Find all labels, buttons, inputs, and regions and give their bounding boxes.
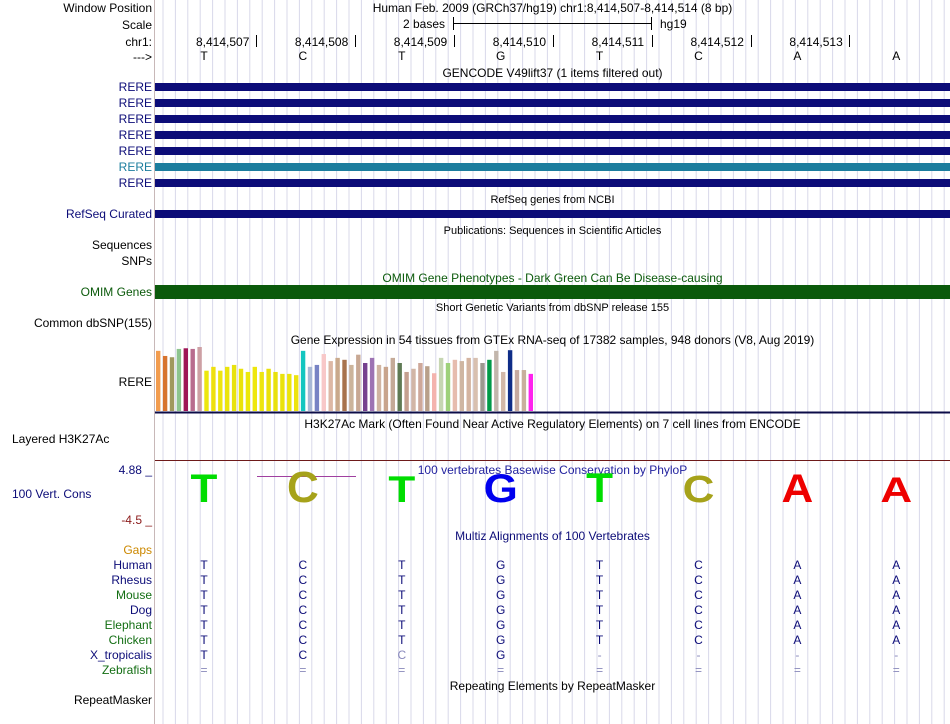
snps-track-label[interactable]: SNPs xyxy=(121,254,152,268)
reference-base: C xyxy=(298,49,308,63)
dbsnp-track-label[interactable]: Common dbSNP(155) xyxy=(33,316,152,330)
multiz-aligned-base: A xyxy=(892,603,901,617)
coordinate-tick xyxy=(849,35,850,47)
gencode-transcript-label[interactable]: RERE xyxy=(118,80,152,94)
gtex-tissue-bar xyxy=(308,367,312,411)
gtex-tissue-bar xyxy=(218,371,222,411)
reference-base: C xyxy=(694,49,703,63)
multiz-aligned-base: = xyxy=(497,663,505,677)
gtex-tissue-bar xyxy=(280,374,284,411)
multiz-aligned-base: G xyxy=(496,603,506,617)
multiz-gaps-label: Gaps xyxy=(123,543,152,557)
gencode-transcript-label[interactable]: RERE xyxy=(118,144,152,158)
multiz-aligned-base: A xyxy=(892,573,901,587)
multiz-aligned-base: G xyxy=(496,588,506,602)
phylop-base-letter: T xyxy=(190,470,218,511)
coordinate-tick xyxy=(553,35,554,47)
omim-track-title: OMIM Gene Phenotypes - Dark Green Can Be Disease-causing xyxy=(382,271,723,285)
gtex-tissue-bar xyxy=(322,354,326,411)
gtex-tissue-bar xyxy=(273,372,277,411)
gtex-tissue-bar xyxy=(508,350,512,411)
h3k27ac-track-label[interactable]: Layered H3K27Ac xyxy=(12,432,110,446)
multiz-aligned-base: A xyxy=(793,618,802,632)
phylop-base-letter: C xyxy=(682,470,715,511)
gtex-tissue-bar xyxy=(232,365,236,411)
chromosome-label: chr1: xyxy=(125,35,152,49)
multiz-aligned-base: T xyxy=(398,573,406,587)
multiz-aligned-base: A xyxy=(892,618,901,632)
gtex-track-label[interactable]: RERE xyxy=(118,375,152,389)
multiz-aligned-base: T xyxy=(200,633,208,647)
gtex-tissue-bar xyxy=(184,348,188,411)
scale-bar xyxy=(453,23,651,24)
gtex-tissue-bar xyxy=(460,361,464,411)
gtex-tissue-bar xyxy=(384,367,388,411)
gtex-tissue-bar xyxy=(177,349,181,411)
multiz-aligned-base: T xyxy=(595,558,604,572)
multiz-aligned-base: - xyxy=(894,648,899,662)
multiz-aligned-base: C xyxy=(298,558,308,572)
multiz-aligned-base: T xyxy=(200,573,208,587)
multiz-aligned-base: C xyxy=(298,648,308,662)
gtex-tissue-bar xyxy=(522,370,526,411)
gencode-transcript-bar[interactable] xyxy=(155,115,950,123)
multiz-aligned-base: A xyxy=(793,603,802,617)
phylop-min-label: -4.5 _ xyxy=(121,513,152,527)
gtex-tissue-bar xyxy=(467,358,471,411)
gencode-transcript-bar[interactable] xyxy=(155,179,950,187)
multiz-aligned-base: C xyxy=(298,603,308,617)
reference-base: T xyxy=(398,49,406,63)
gtex-tissue-bar xyxy=(266,369,270,411)
reference-base: A xyxy=(892,49,901,63)
gtex-tissue-bar xyxy=(335,358,339,411)
gtex-tissue-bar xyxy=(480,363,484,411)
gtex-tissue-bar xyxy=(425,366,429,411)
multiz-aligned-base: C xyxy=(298,573,308,587)
coordinate-tick xyxy=(256,35,257,47)
gtex-tissue-bar xyxy=(329,361,333,411)
h3k27ac-baseline xyxy=(155,460,950,461)
gtex-tissue-bar xyxy=(225,367,229,411)
gtex-tissue-bar xyxy=(391,358,395,411)
gtex-tissue-bar xyxy=(473,358,477,411)
gtex-expression-chart[interactable] xyxy=(155,347,950,415)
multiz-species-label[interactable]: Rhesus xyxy=(111,573,152,587)
scale-bar-left-tick xyxy=(453,17,454,30)
scale-assembly: hg19 xyxy=(660,17,687,31)
window-position-label: Window Position xyxy=(63,1,152,15)
gtex-tissue-bar xyxy=(156,351,160,411)
multiz-aligned-base: A xyxy=(793,558,802,572)
multiz-species-label[interactable]: Mouse xyxy=(115,588,152,602)
gencode-transcript-label[interactable]: RERE xyxy=(118,160,152,174)
phylop-track-label[interactable]: 100 Vert. Cons xyxy=(12,487,92,501)
multiz-track-title: Multiz Alignments of 100 Vertebrates xyxy=(455,529,650,543)
multiz-aligned-base: = xyxy=(892,663,900,677)
multiz-aligned-base: C xyxy=(694,558,703,572)
multiz-aligned-base: G xyxy=(496,633,506,647)
gtex-tissue-bar xyxy=(370,358,374,411)
multiz-aligned-base: G xyxy=(496,648,506,662)
multiz-aligned-base: T xyxy=(200,648,208,662)
multiz-aligned-base: T xyxy=(200,558,208,572)
gencode-transcript-label[interactable]: RERE xyxy=(118,112,152,126)
multiz-aligned-base: C xyxy=(694,603,703,617)
multiz-aligned-base: T xyxy=(200,588,208,602)
multiz-aligned-base: C xyxy=(298,618,308,632)
multiz-aligned-base: T xyxy=(398,603,406,617)
gencode-transcript-label[interactable]: RERE xyxy=(118,96,152,110)
phylop-logo[interactable] xyxy=(155,470,950,520)
coordinate-tick xyxy=(355,35,356,47)
omim-track-label[interactable]: OMIM Genes xyxy=(80,285,152,299)
multiz-species-label[interactable]: Zebrafish xyxy=(101,663,152,677)
multiz-aligned-base: = xyxy=(398,663,406,677)
gtex-tissue-bar xyxy=(294,375,298,411)
gtex-track-title: Gene Expression in 54 tissues from GTEx RNA-seq of 17382 samples, 948 donors (V8, Aug 2019) xyxy=(290,333,815,347)
gtex-tissue-bar xyxy=(494,351,498,411)
h3k27ac-track-title: H3K27Ac Mark (Often Found Near Active Regulatory Elements) on 7 cell lines from ENCODE xyxy=(304,417,801,431)
phylop-max-label: 4.88 _ xyxy=(118,463,152,477)
coordinate-label: 8,414,511 xyxy=(591,35,645,49)
multiz-aligned-base: T xyxy=(398,633,406,647)
gtex-tissue-bar xyxy=(487,360,491,411)
gtex-tissue-bar xyxy=(349,365,353,411)
multiz-aligned-base: T xyxy=(595,603,604,617)
gtex-tissue-bar xyxy=(260,372,264,411)
coordinate-tick xyxy=(454,35,455,47)
refseq-gene-bar[interactable] xyxy=(155,210,950,218)
gtex-tissue-bar xyxy=(204,371,208,411)
gencode-transcript-label[interactable]: RERE xyxy=(118,128,152,142)
gtex-tissue-bar xyxy=(439,358,443,411)
gencode-transcript-bar[interactable] xyxy=(155,83,950,91)
coordinate-label: 8,414,507 xyxy=(196,35,250,49)
multiz-species-label[interactable]: Dog xyxy=(129,603,152,617)
gtex-tissue-bar xyxy=(432,373,436,411)
scale-value: 2 bases xyxy=(403,17,446,31)
coordinate-label: 8,414,512 xyxy=(690,35,744,49)
multiz-aligned-base: = xyxy=(299,663,307,677)
gtex-tissue-bar xyxy=(515,370,519,411)
gtex-tissue-bar xyxy=(363,363,367,411)
multiz-aligned-base: G xyxy=(496,573,506,587)
phylop-base-letter: A xyxy=(880,471,913,510)
coordinate-label: 8,414,509 xyxy=(393,35,448,49)
refseq-track-title: RefSeq genes from NCBI xyxy=(490,194,615,206)
reference-base: A xyxy=(793,49,802,63)
phylop-track-title: 100 vertebrates Basewise Conservation by PhyloP xyxy=(417,463,688,477)
multiz-aligned-base: - xyxy=(795,648,800,662)
multiz-aligned-base: T xyxy=(595,618,604,632)
multiz-species-label[interactable]: Human xyxy=(113,558,152,572)
gencode-transcript-bar[interactable] xyxy=(155,147,950,155)
multiz-aligned-base: = xyxy=(200,663,208,677)
gencode-track-title: GENCODE V49lift37 (1 items filtered out) xyxy=(442,66,663,80)
coordinate-label: 8,414,508 xyxy=(294,35,349,49)
gtex-tissue-bar xyxy=(453,360,457,411)
repeatmasker-track-label[interactable]: RepeatMasker xyxy=(73,693,152,707)
reference-base: G xyxy=(496,49,506,63)
gtex-tissue-bar xyxy=(446,363,450,411)
multiz-aligned-base: T xyxy=(398,618,406,632)
multiz-aligned-base: T xyxy=(595,573,604,587)
multiz-aligned-base: C xyxy=(397,648,407,662)
gtex-tissue-bar xyxy=(398,363,402,411)
gtex-tissue-bar xyxy=(404,372,408,411)
gtex-tissue-bar xyxy=(287,374,291,411)
multiz-aligned-base: C xyxy=(298,633,308,647)
reference-base: T xyxy=(200,49,208,63)
coordinate-tick xyxy=(751,35,752,47)
gtex-tissue-bar xyxy=(170,357,174,411)
coordinate-label: 8,414,513 xyxy=(789,35,843,49)
window-position-value[interactable]: Human Feb. 2009 (GRCh37/hg19) chr1:8,414,507-8,414,514 (8 bp) xyxy=(372,1,733,15)
gencode-transcript-bar[interactable] xyxy=(155,163,950,171)
gtex-tissue-bar xyxy=(163,356,167,411)
gencode-transcript-bar[interactable] xyxy=(155,131,950,139)
publications-track-label[interactable]: Sequences xyxy=(91,238,152,252)
phylop-base-letter: T xyxy=(586,470,614,512)
multiz-aligned-base: T xyxy=(200,603,208,617)
dbsnp-track-title: Short Genetic Variants from dbSNP release 155 xyxy=(435,302,670,314)
multiz-aligned-base: = xyxy=(596,663,604,677)
multiz-aligned-base: T xyxy=(200,618,208,632)
multiz-aligned-base: = xyxy=(694,663,702,677)
multiz-species-label[interactable]: X_tropicalis xyxy=(89,648,152,662)
multiz-aligned-base: - xyxy=(696,648,701,662)
gtex-tissue-bar xyxy=(418,363,422,411)
gtex-tissue-bar xyxy=(501,372,505,411)
refseq-track-label[interactable]: RefSeq Curated xyxy=(65,207,152,221)
omim-gene-bar[interactable] xyxy=(155,285,950,299)
multiz-aligned-base: A xyxy=(892,558,901,572)
multiz-aligned-base: A xyxy=(793,633,802,647)
gtex-tissue-bar xyxy=(529,374,533,411)
multiz-aligned-base: C xyxy=(694,618,703,632)
multiz-aligned-base: T xyxy=(398,588,406,602)
multiz-aligned-base: T xyxy=(595,588,604,602)
gtex-tissue-bar xyxy=(191,349,195,411)
phylop-base-letter: T xyxy=(388,470,416,511)
phylop-base-letter: A xyxy=(781,470,814,511)
scale-bar-right-tick xyxy=(651,17,652,30)
gtex-tissue-bar xyxy=(342,360,346,411)
multiz-aligned-base: C xyxy=(694,633,703,647)
gtex-tissue-bar xyxy=(253,367,257,411)
repeatmasker-track-title: Repeating Elements by RepeatMasker xyxy=(449,679,656,693)
multiz-aligned-base: T xyxy=(595,633,604,647)
multiz-aligned-base: = xyxy=(793,663,801,677)
reference-base: T xyxy=(595,49,604,63)
multiz-aligned-base: G xyxy=(496,558,506,572)
multiz-aligned-base: A xyxy=(793,573,802,587)
multiz-aligned-base: G xyxy=(496,618,506,632)
strand-label: ---> xyxy=(133,50,152,64)
multiz-aligned-base: A xyxy=(892,588,901,602)
gtex-tissue-bar xyxy=(246,372,250,411)
gencode-transcript-bar[interactable] xyxy=(155,99,950,107)
multiz-aligned-base: A xyxy=(793,588,802,602)
phylop-base-letter: C xyxy=(287,470,319,512)
gtex-tissue-bar xyxy=(301,351,305,411)
gtex-tissue-bar xyxy=(211,367,215,411)
multiz-species-label[interactable]: Chicken xyxy=(108,633,152,647)
multiz-aligned-base: T xyxy=(398,558,406,572)
gtex-tissue-bar xyxy=(315,365,319,411)
gtex-tissue-bar xyxy=(356,355,360,411)
gencode-transcript-label[interactable]: RERE xyxy=(118,176,152,190)
scale-label: Scale xyxy=(121,18,152,32)
publications-track-title: Publications: Sequences in Scientific Articles xyxy=(443,225,662,237)
gtex-tissue-bar xyxy=(411,369,415,411)
multiz-aligned-base: C xyxy=(694,588,703,602)
gtex-tissue-bar xyxy=(197,347,201,411)
coordinate-tick xyxy=(652,35,653,47)
gtex-tissue-bar xyxy=(377,365,381,411)
multiz-aligned-base: - xyxy=(597,648,602,662)
multiz-aligned-base: C xyxy=(694,573,703,587)
multiz-aligned-base: C xyxy=(298,588,308,602)
phylop-base-letter: G xyxy=(483,470,518,511)
coordinate-label: 8,414,510 xyxy=(492,35,547,49)
multiz-aligned-base: A xyxy=(892,633,901,647)
multiz-species-label[interactable]: Elephant xyxy=(104,618,152,632)
gtex-tissue-bar xyxy=(239,369,243,411)
